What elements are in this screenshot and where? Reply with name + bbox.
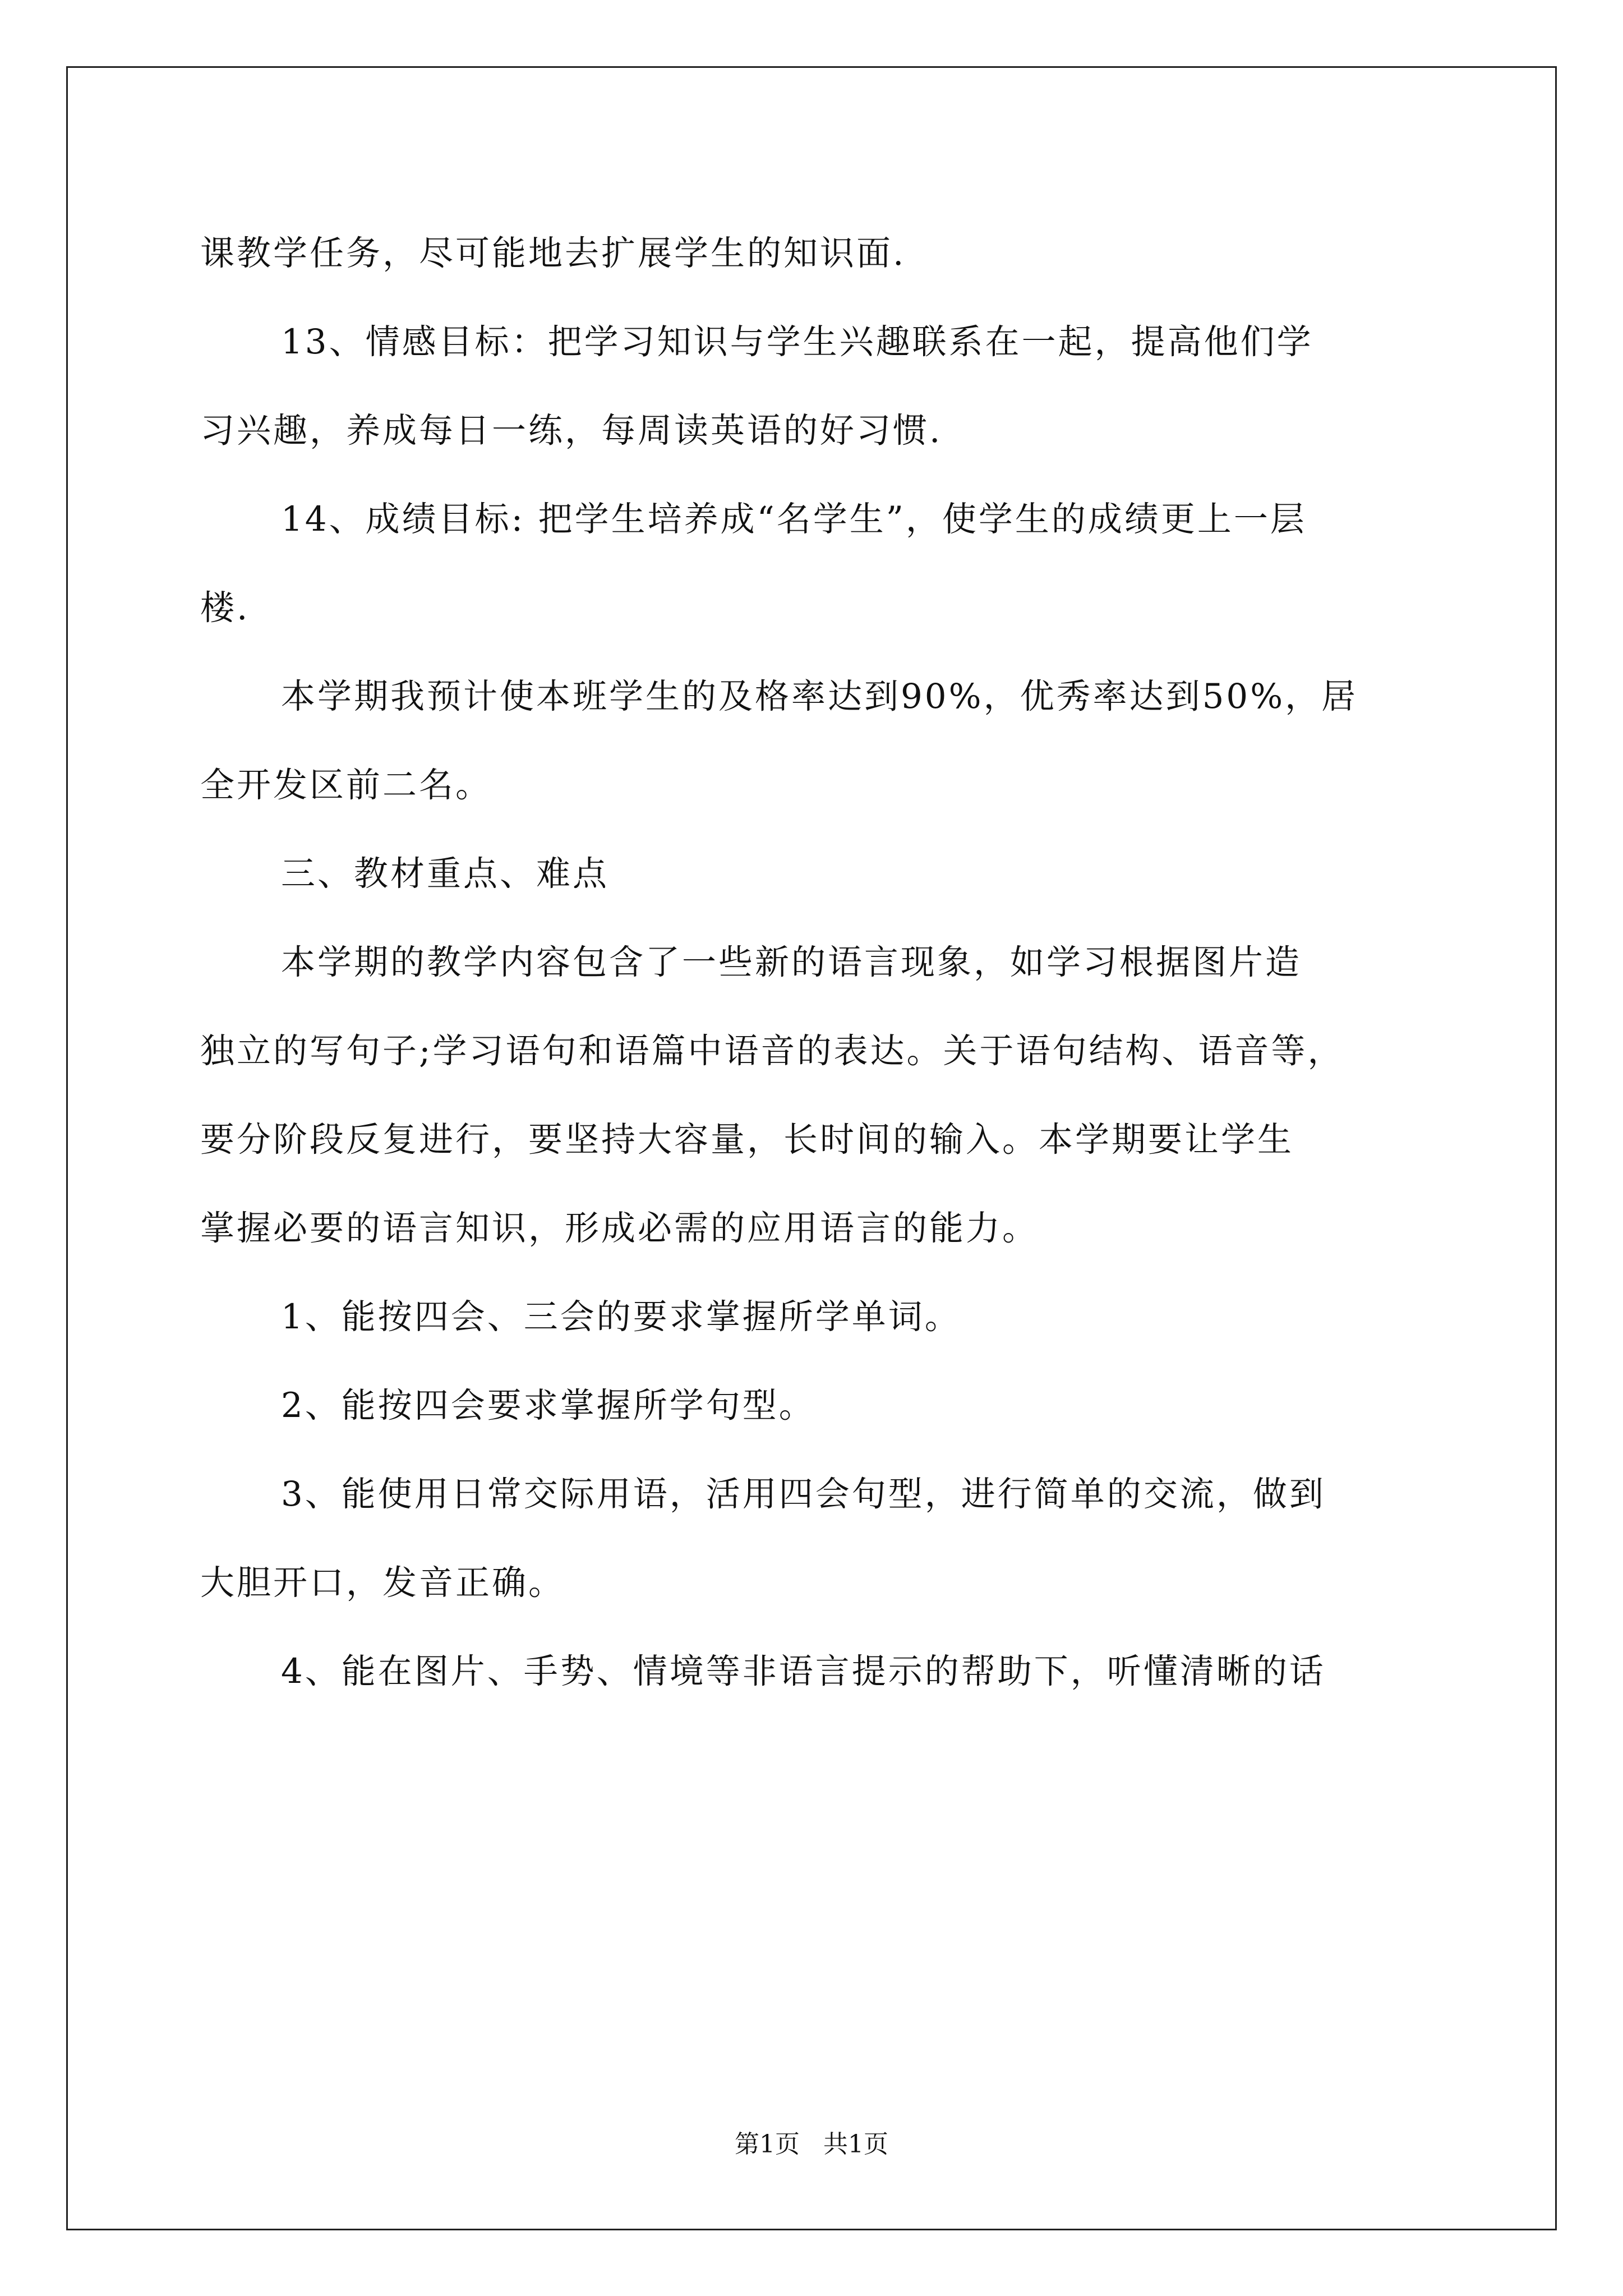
document-body — [200, 209, 1427, 1716]
page-number-footer: 第1页 共1页 — [735, 2130, 888, 2159]
list-item: 2、能按四会要求掌握所学句型。 — [281, 1386, 815, 1425]
text-line: 本学期的教学内容包含了一些新的语言现象，如学习根据图片造 — [281, 942, 1302, 982]
text-line: 课教学任务，尽可能地去扩展学生的知识面. — [200, 233, 906, 273]
text-line: 楼. — [200, 588, 250, 628]
text-line: 要分阶段反复进行，要坚持大容量，长时间的输入。本学期要让学生 — [200, 1120, 1294, 1159]
text-line: 独立的写句子;学习语句和语篇中语音的表达。关于语句结构、语音等， — [200, 1031, 1344, 1071]
text-line: 掌握必要的语言知识，形成必需的应用语言的能力。 — [200, 1208, 1039, 1248]
text-line: 全开发区前二名。 — [200, 765, 492, 805]
list-item: 4、能在图片、手势、情境等非语言提示的帮助下，听懂清晰的话 — [281, 1651, 1326, 1691]
text-line: 14、成绩目标: 把学生培养成“名学生”，使学生的成绩更上一层 — [281, 499, 1307, 539]
list-item: 3、能使用日常交际用语，活用四会句型，进行简单的交流，做到 — [281, 1474, 1326, 1514]
text-line: 大胆开口，发音正确。 — [200, 1563, 565, 1603]
text-line: 习兴趣，养成每日一练，每周读英语的好习惯. — [200, 411, 943, 450]
list-item: 1、能按四会、三会的要求掌握所学单词。 — [281, 1297, 961, 1337]
section-heading: 三、教材重点、难点 — [281, 854, 610, 894]
text-line: 本学期我预计使本班学生的及格率达到90%，优秀率达到50%，居 — [281, 677, 1358, 716]
text-line: 13、情感目标：把学习知识与学生兴趣联系在一起，提高他们学 — [281, 322, 1313, 362]
